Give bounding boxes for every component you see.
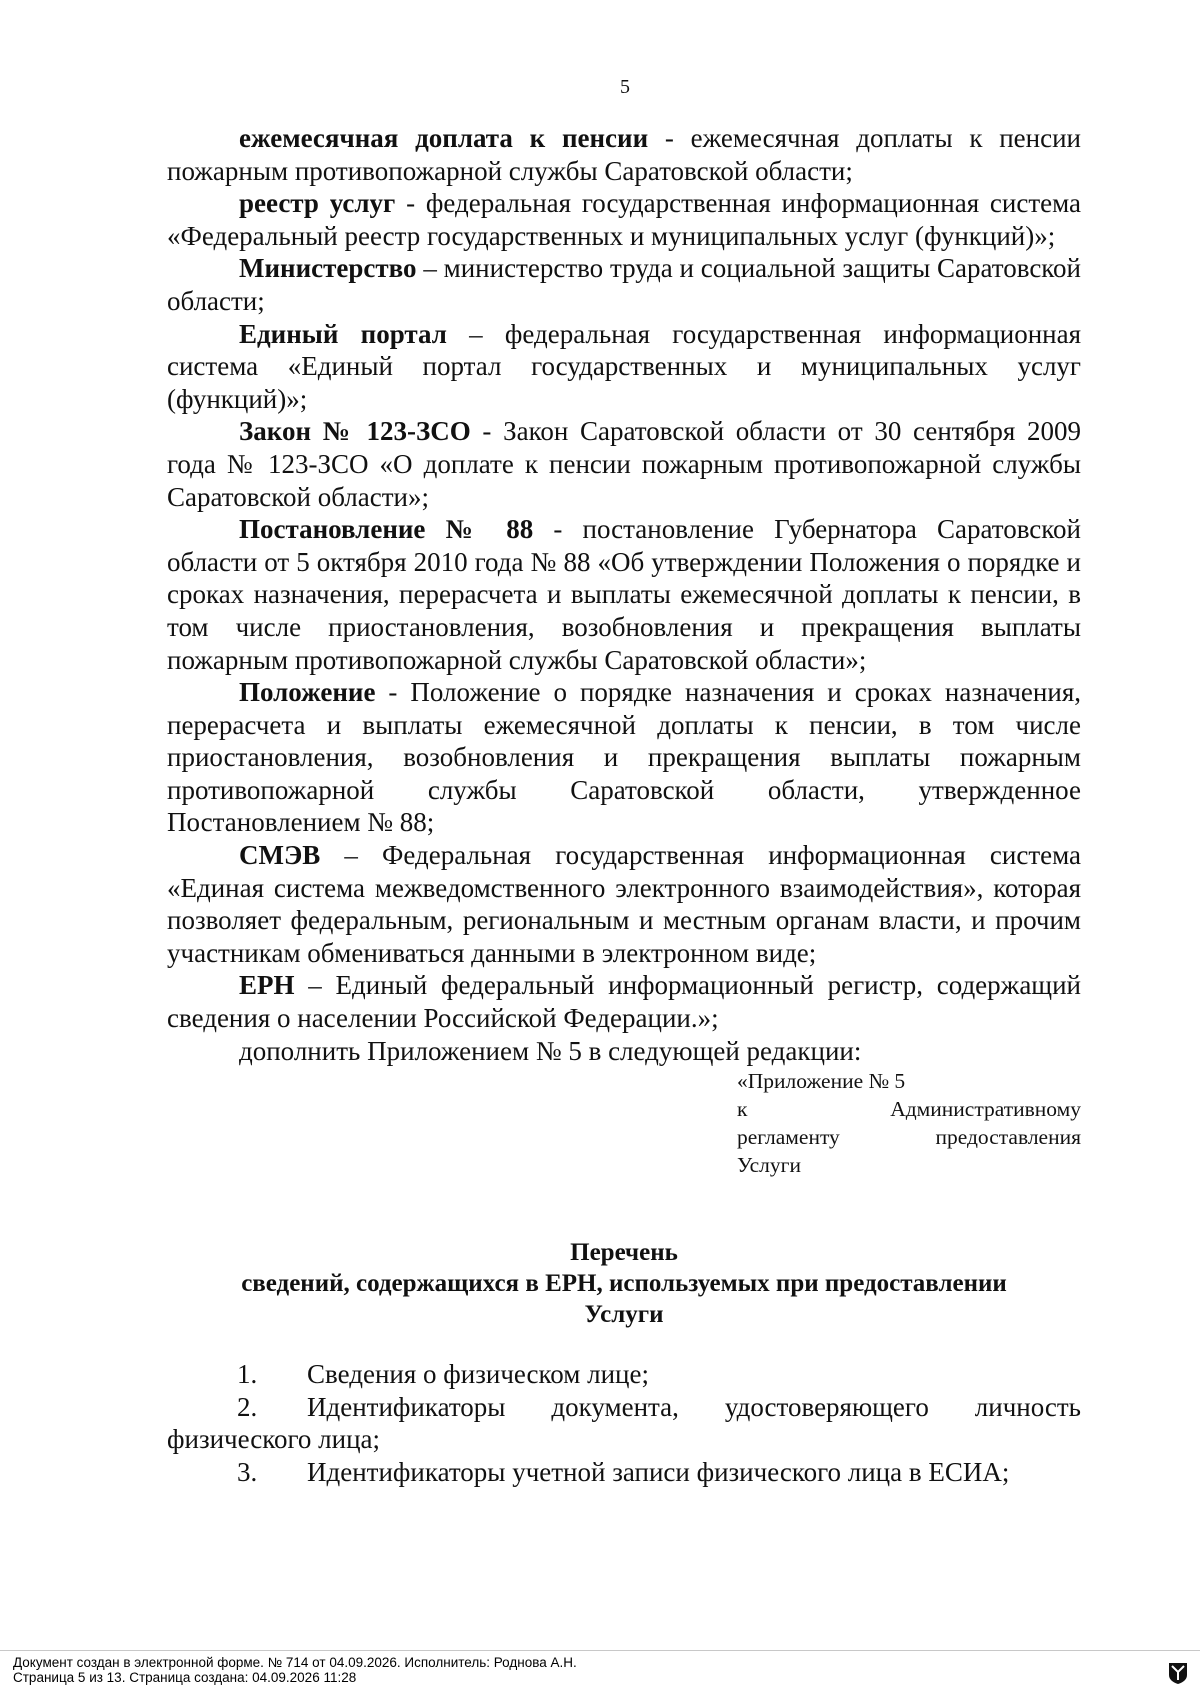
list-item-text: Сведения о физическом лице; (307, 1359, 649, 1390)
appendix-line: регламенту предоставления (737, 1125, 1081, 1150)
definition-unified-portal (167, 318, 1081, 416)
info-list (167, 1358, 1081, 1488)
coat-of-arms-icon (1168, 1661, 1188, 1685)
footer-divider (0, 1650, 1200, 1651)
definition-text: – Единый федеральный информационный регистр, содержащий сведения о населении Российской Федерации.»; (167, 970, 1081, 1034)
list-title-line: Услуги (584, 1301, 664, 1329)
document-body (167, 122, 1081, 1489)
definition-monthly-supplement (167, 122, 1081, 187)
list-title (167, 1237, 1081, 1330)
definition-term: Положение (239, 677, 376, 708)
annex-intro: дополнить Приложением № 5 в следующей редакции: (239, 1035, 862, 1066)
list-item (167, 1456, 1081, 1489)
list-item-number: 2. (237, 1391, 258, 1422)
definition-smev (167, 839, 1081, 969)
appendix-heading (737, 1067, 1081, 1179)
definition-resolution-88 (167, 513, 1081, 676)
definition-term: Закон № 123-ЗСО (239, 416, 471, 447)
definition-text: - Положение о порядке назначения и сроках назначения, перерасчета и выплаты ежемесячной доплаты к пенсии, в том числе приостановления, возобновления и прекращения выплаты пожарным противопожарной службы Саратовской области, утвержденное Постановлением № 88; (167, 677, 1081, 838)
definition-ministry (167, 252, 1081, 317)
definition-term: СМЭВ (239, 840, 321, 871)
definition-text: - Закон Саратовской области от 30 сентября 2009 года № 123-ЗСО «О доплате к пенсии пожарным противопожарной службы Саратовской области»; (167, 416, 1081, 512)
definition-term: Единый портал (239, 318, 447, 349)
list-title-line: сведений, содержащихся в ЕРН, используемых при предоставлении (241, 1270, 1007, 1298)
list-item-number: 3. (237, 1457, 258, 1487)
appendix-line: «Приложение № 5 (737, 1069, 906, 1094)
definition-text: - федеральная государственная информационная система «Федеральный реестр государственных и муниципальных услуг (функций)»; (167, 188, 1082, 251)
list-item-text: Идентификаторы документа, удостоверяющего личность физического лица; (167, 1391, 1081, 1455)
definition-ern (167, 969, 1081, 1034)
list-item-text: Идентификаторы учетной записи физического лица в ЕСИА; (307, 1457, 1010, 1487)
definition-term: реестр услуг (239, 188, 396, 219)
list-item-number: 1. (237, 1359, 258, 1390)
document-footer (13, 1655, 577, 1685)
definition-term: ежемесячная доплата к пенсии (239, 123, 649, 153)
definition-regulation (167, 676, 1081, 839)
page-number: 5 (620, 76, 630, 98)
definition-law-123 (167, 415, 1081, 513)
list-title-line: Перечень (570, 1239, 678, 1267)
definition-term: Постановление № 88 (239, 514, 534, 545)
footer-line: Страница 5 из 13. Страница создана: 04.09.2026 11:28 (13, 1670, 357, 1685)
definition-term: Министерство (239, 253, 417, 284)
list-item (167, 1391, 1081, 1456)
definition-text: - ежемесячная доплаты к пенсии пожарным противопожарной службы Саратовской области; (167, 123, 1081, 186)
list-item (167, 1358, 1081, 1391)
footer-line: Документ создан в электронной форме. № 714 от 04.09.2026. Исполнитель: Роднова А.Н. (13, 1655, 577, 1670)
definition-text: – Федеральная государственная информационная система «Единая система межведомственного электронного взаимодействия», которая позволяет федеральным, региональным и местным органам власти, и прочим участникам обмениваться данными в электронном виде; (167, 840, 1081, 968)
definition-term: ЕРН (239, 970, 295, 1001)
appendix-line: Услуги (737, 1153, 801, 1178)
definition-text: - постановление Губернатора Саратовской области от 5 октября 2010 года № 88 «Об утверждении Положения о порядке и сроках назначения, перерасчета и выплаты ежемесячной доплаты к пенсии, в том числе приостановления, возобновления и прекращения выплаты пожарным противопожарной службы Саратовской области»; (167, 514, 1081, 675)
definition-text: – федеральная государственная информационная система «Единый портал государственных и муниципальных услуг (функций)»; (167, 318, 1081, 414)
definition-text: – министерство труда и социальной защиты Саратовской области; (167, 253, 1081, 316)
definition-service-registry (167, 187, 1081, 252)
appendix-line: к Административному (737, 1097, 1081, 1122)
